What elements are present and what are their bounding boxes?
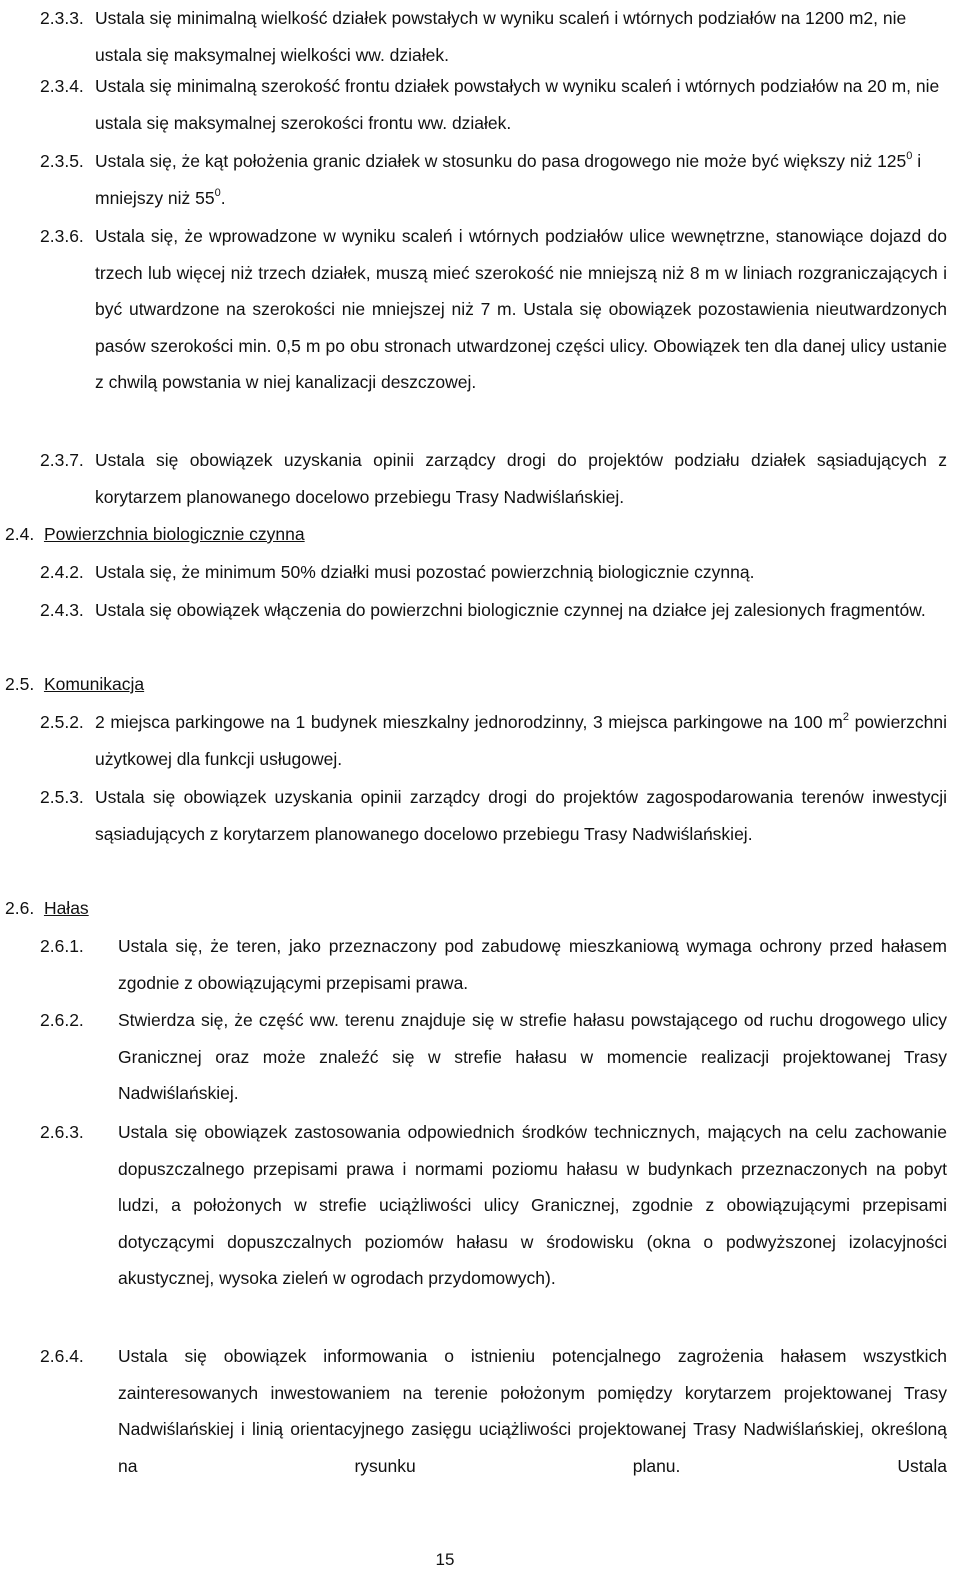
item-text: 2 miejsca parkingowe na 1 budynek mieszkalny jednorodzinny, 3 miejsca parkingowe na 100 $m^2$ powierzchni użytkowej dla funkcji usługowej. [95,711,947,769]
section-heading-2-5: 2.5. Komunikacja [5,674,145,694]
item-number: 2.6.4. [40,1346,84,1366]
item-number: 2.3.7. [40,450,84,470]
item-text: Ustala się minimalną szerokość frontu działek powstałych w wyniku scaleń i wtórnych podziałów na 20 m, nie ustala się maksymalnej szerokości frontu ww. działek. [95,76,940,133]
item-number: 2.3.4. [40,76,84,96]
item-text: Ustala się, że wprowadzone w wyniku scaleń i wtórnych podziałów ulice wewnętrzne, stanowiące dojazd do trzech lub więcej niż trzech działek, muszą mieć szerokość nie mniejszą niż 8 m w liniach rozgraniczających i być utwardzone na szerokości nie mniejszej niż 7 m. Ustala się obowiązek pozostawienia nieutwardzonych pasów szerokości min. 0,5 m po obu stronach utwardzonej części ulicy. Obowiązek ten dla danej ulicy ustanie z chwilą powstania w niej kanalizacji deszczowej. [95,226,947,392]
item-text: Ustala się obowiązek zastosowania odpowiednich środków technicznych, mających na celu zachowanie dopuszczalnego przepisami prawa i normami poziomu hałasu w budynkach przeznaczonych na pobyt ludzi, a położonych w strefie uciążliwości ulicy Granicznej, zgodnie z obowiązującymi przepisami dotyczącymi dopuszczalnych poziomów hałasu w środowisku (okna o podwyższonej izolacyjności akustycznej, wysoka zieleń w ogrodach przydomowych). [118,1122,947,1288]
item-number: 2.3.3. [40,8,84,28]
item-text: Ustala się obowiązek uzyskania opinii zarządcy drogi do projektów zagospodarowania terenów inwestycji sąsiadujących z korytarzem planowanego docelowo przebiegu Trasy Nadwiślańskiej. [95,787,947,844]
item-text: Ustala się, że kąt położenia granic działek w stosunku do pasa drogowego nie może być większy niż $125^0$ i mniejszy niż $55^0$. [95,150,922,208]
item-number: 2.4.3. [40,600,84,620]
item-number: 2.3.6. [40,226,84,246]
item-text: Ustala się, że teren, jako przeznaczony pod zabudowę mieszkaniową wymaga ochrony przed hałasem zgodnie z obowiązującymi przepisami prawa. [118,936,947,993]
item-number: 2.5.2. [40,712,84,732]
item-number: 2.6.2. [40,1010,84,1030]
item-text: Stwierdza się, że część ww. terenu znajduje się w strefie hałasu powstającego od ruchu drogowego ulicy Granicznej oraz może znaleźć się w strefie hałasu w momencie realizacji projektowanej Trasy Nadwiślańskiej. [118,1010,947,1103]
page-number: 15 [435,1550,455,1569]
item-number: 2.4.2. [40,562,84,582]
item-text: Ustala się obowiązek informowania o istnieniu potencjalnego zagrożenia hałasem wszystkich zainteresowanych inwestowaniem na terenie położonym pomiędzy korytarzem projektowanej Trasy Nadwiślańskiej i linią orientacyjnego zasięgu uciążliwości projektowanej Trasy Nadwiślańskiej, określoną na rysunku planu. Ustala [118,1346,947,1476]
section-heading-2-4: 2.4. Powierzchnia biologicznie czynna [5,524,305,544]
item-text: Ustala się, że minimum 50% działki musi pozostać powierzchnią biologicznie czynną. [95,562,755,582]
item-text: Ustala się obowiązek uzyskania opinii zarządcy drogi do projektów podziału działek sąsiadujących z korytarzem planowanego docelowo przebiegu Trasy Nadwiślańskiej. [95,450,947,507]
item-number: 2.5.3. [40,787,84,807]
item-number: 2.6.1. [40,936,84,956]
item-text: Ustala się minimalną wielkość działek powstałych w wyniku scaleń i wtórnych podziałów na 1200 m2, nie ustala się maksymalnej wielkości ww. działek. [95,8,907,65]
section-heading-2-6: 2.6. Hałas [5,898,89,918]
item-text: Ustala się obowiązek włączenia do powierzchni biologicznie czynnej na działce jej zalesionych fragmentów. [95,600,926,620]
item-number: 2.3.5. [40,151,84,171]
item-number: 2.6.3. [40,1122,84,1142]
